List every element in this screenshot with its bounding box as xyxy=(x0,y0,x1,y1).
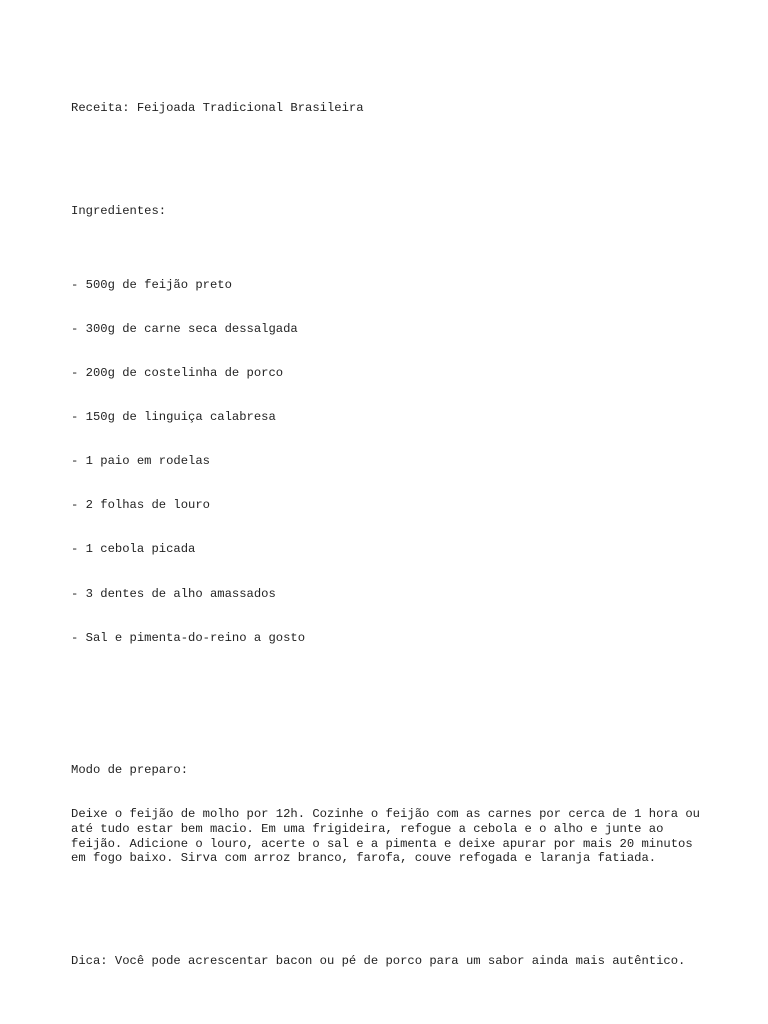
ingredient-item: - 500g de feijão preto xyxy=(71,277,232,292)
ingredient-item: - 300g de carne seca dessalgada xyxy=(71,321,298,336)
ingredients-heading: Ingredientes: xyxy=(71,204,167,219)
ingredient-item: - 150g de linguiça calabresa xyxy=(71,410,276,425)
spacer xyxy=(71,704,711,719)
ingredient-item: - 3 dentes de alho amassados xyxy=(71,586,276,601)
tip-text: Dica: Você pode acrescentar bacon ou pé de porco para um sabor ainda mais autêntico. xyxy=(71,954,686,969)
recipe-title: Receita: Feijoada Tradicional Brasileira xyxy=(71,101,364,116)
ingredients-list xyxy=(71,248,711,674)
ingredient-item: - 2 folhas de louro xyxy=(71,498,210,513)
recipe-document xyxy=(71,72,711,984)
method-heading: Modo de preparo: xyxy=(71,763,189,778)
method-text: Deixe o feijão de molho por 12h. Cozinhe o feijão com as carnes por cerca de 1 hora ou até tudo estar bem macio. Em uma frigideira, refogue a cebola e o alho e junte ao feijão. Adicione o louro, acerte o sal e a pimenta e deixe apurar por mais 20 minutos em fogo baixo. Sirva com arroz branco, farofa, couve refogada e laranja fatiada. xyxy=(71,807,708,866)
ingredient-item: - Sal e pimenta-do-reino a gosto xyxy=(71,630,306,645)
ingredient-item: - 1 paio em rodelas xyxy=(71,454,210,469)
spacer xyxy=(71,146,711,161)
ingredient-item: - 200g de costelinha de porco xyxy=(71,366,284,381)
spacer xyxy=(71,895,711,910)
ingredient-item: - 1 cebola picada xyxy=(71,542,196,557)
